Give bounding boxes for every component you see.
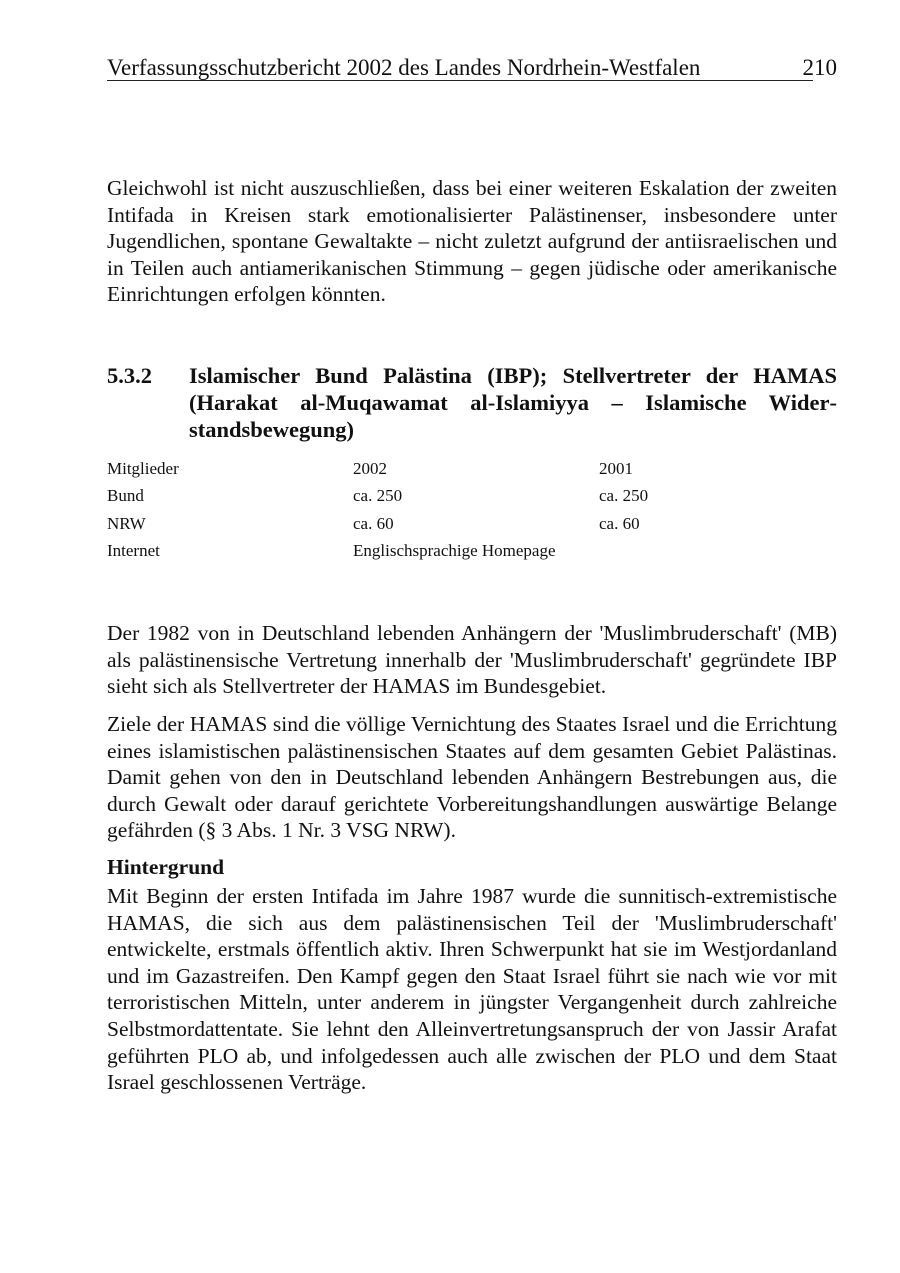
table-cell-label: Mitglieder xyxy=(107,459,179,478)
table-row xyxy=(107,510,837,537)
header-title: Verfassungsschutzbericht 2002 des Landes Nordrhein-Westfalen xyxy=(107,55,701,80)
table-cell-label: Bund xyxy=(107,486,144,506)
background-paragraph: Mit Beginn der ersten Intifada im Jahre 1987 wurde die sunnitisch-extremistische HAMAS, die sich aus dem palästinensischen Teil der 'Muslimbruderschaft' entwickelte, erstmals öffentlich aktiv. Ihren Schwerpunkt hat sie im Westjordanland und im Gazastreifen. Den Kampf gegen den Staat Israel führt sie nach wie vor mit terroristischen Mitteln, unter anderem in jüngster Vergangenheit durch zahlreiche Selbstmordattentate. Sie lehnt den Alleinvertretungsanspruch der von Jassir Arafat geführten PLO ab, und infolgedessen auch alle zwischen der PLO und dem Staat Israel geschlossenen Verträge. xyxy=(107,884,837,1095)
ibp-paragraph: Der 1982 von in Deutschland lebenden Anhängern der 'Muslimbruderschaft' (MB) als palästinensische Vertretung innerhalb der 'Muslimbruderschaft' gegründete IBP sieht sich als Stellvertreter der HAMAS im Bundesgebiet. xyxy=(107,621,837,699)
table-cell-2002: ca. 250 xyxy=(353,486,403,506)
section-number: 5.3.2 xyxy=(107,363,152,388)
table-cell-2001: ca. 250 xyxy=(599,486,649,506)
intro-paragraph: Gleichwohl ist nicht auszuschließen, dass bei einer weiteren Eskalation der zweiten Intifada in Kreisen stark emotionalisierter Palästinenser, insbesondere unter Jugendlichen, spontane Gewaltakte – nicht zuletzt aufgrund der antiisraelischen und in Teilen auch antiamerikanischen Stimmung – gegen jüdische oder amerikanische Einrichtungen erfolgen könnten. xyxy=(107,176,837,307)
table-row xyxy=(107,455,837,482)
table-row xyxy=(107,537,837,564)
section-title: Islamischer Bund Palästina (IBP); Stellvertreter der HAMAS (Harakat al-Muqawamat al-Islamiyya – Islamische Widerstandsbewegung) xyxy=(189,363,837,442)
header-divider xyxy=(107,80,813,81)
membership-table xyxy=(107,455,837,564)
table-cell-label: NRW xyxy=(107,513,146,533)
background-heading: Hintergrund xyxy=(107,855,225,879)
page-number: 210 xyxy=(802,55,837,80)
table-cell-2002: ca. 60 xyxy=(353,513,394,533)
table-row xyxy=(107,482,837,509)
table-cell-2001: 2001 xyxy=(599,459,633,478)
table-cell-2002: Englischsprachige Homepage xyxy=(353,540,556,560)
table-cell-2002: 2002 xyxy=(353,459,387,478)
table-cell-2001: ca. 60 xyxy=(599,513,640,533)
table-cell-label: Internet xyxy=(107,540,160,560)
goals-paragraph: Ziele der HAMAS sind die völlige Vernichtung des Staates Israel und die Errichtung eines islamistischen palästinensischen Staates auf dem gesamten Gebiet Palästinas. Damit gehen von den in Deutschland lebenden Anhängern Bestrebungen aus, die durch Gewalt oder darauf gerichtete Vorbereitungshandlungen auswärtige Belange gefährden (§ 3 Abs. 1 Nr. 3 VSG NRW). xyxy=(107,712,837,843)
